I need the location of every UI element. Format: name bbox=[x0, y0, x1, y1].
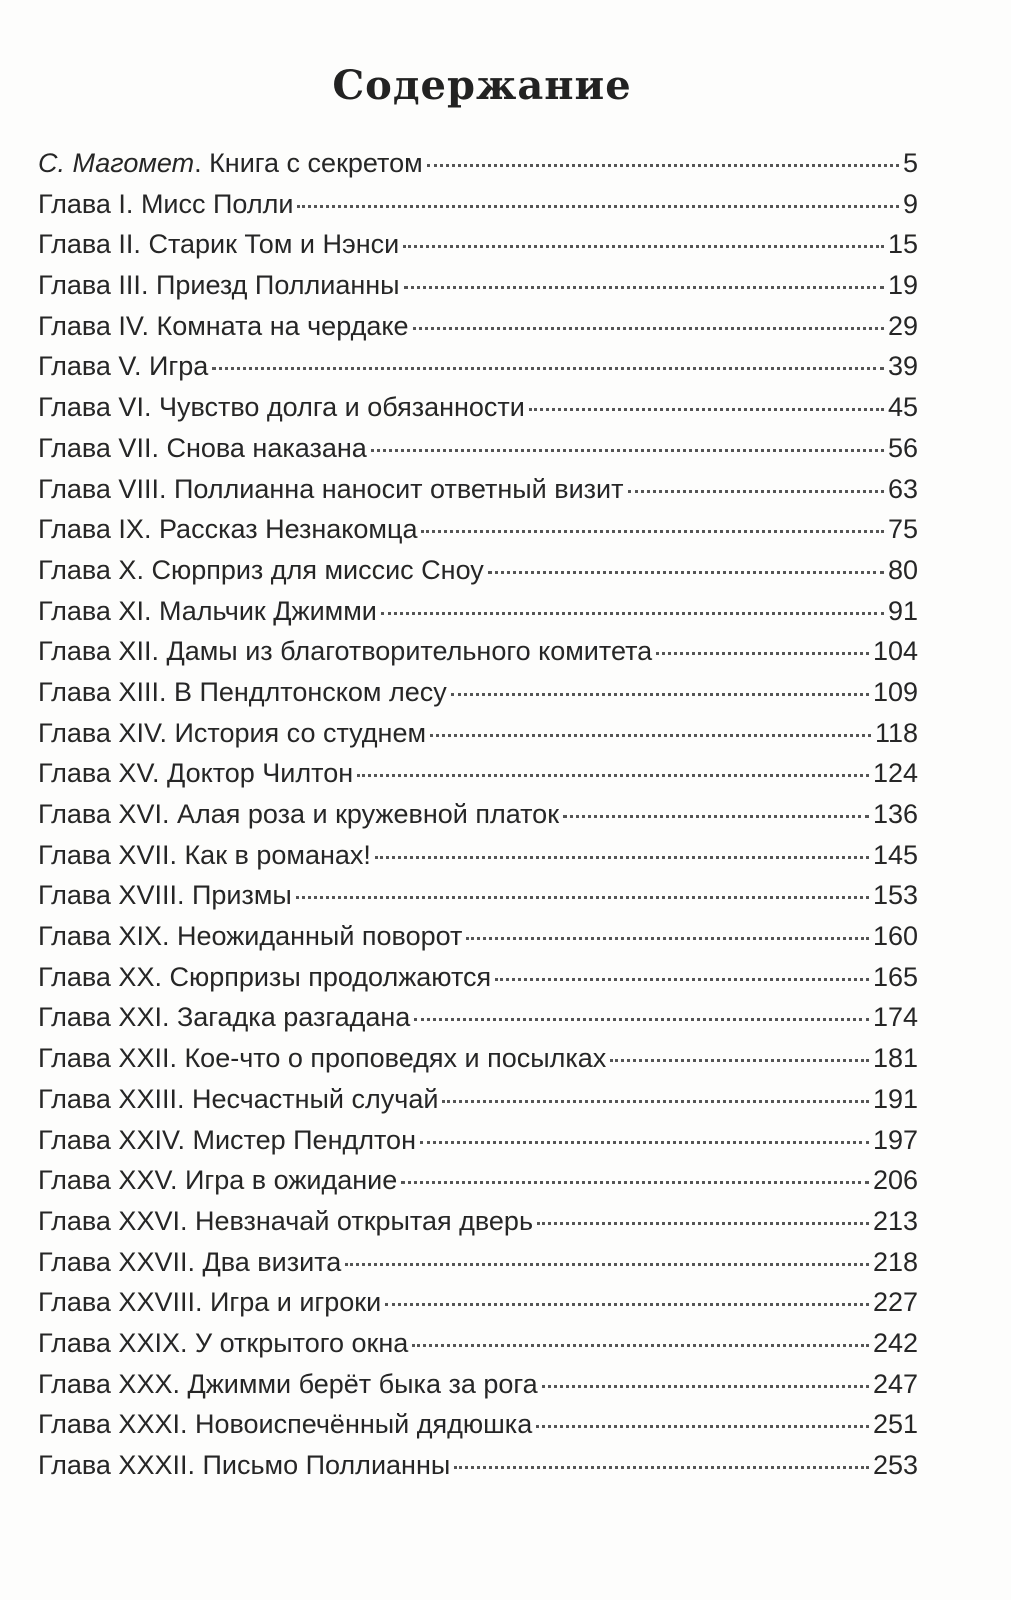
dot-leader bbox=[296, 896, 869, 899]
toc-entry bbox=[38, 428, 918, 469]
toc-entry bbox=[38, 753, 918, 794]
dot-leader bbox=[529, 408, 884, 411]
toc-entry bbox=[38, 306, 918, 347]
toc-entry-page: 15 bbox=[887, 229, 918, 260]
dot-leader bbox=[413, 327, 884, 330]
toc-entry-title: Глава VII. Снова наказана bbox=[38, 432, 367, 463]
dot-leader bbox=[537, 1222, 869, 1225]
toc-entry bbox=[38, 916, 918, 957]
toc-entry bbox=[38, 387, 918, 428]
toc-entry bbox=[38, 1120, 918, 1161]
toc-entry bbox=[38, 794, 918, 835]
toc-entry bbox=[38, 550, 918, 591]
toc-entry-title: Глава XXII. Кое-что о проповедях и посылках bbox=[38, 1043, 607, 1074]
toc-entry-page: 251 bbox=[872, 1409, 918, 1440]
toc-entry-page: 91 bbox=[887, 595, 918, 626]
toc-entry bbox=[38, 1079, 918, 1120]
dot-leader bbox=[357, 774, 869, 777]
toc-entry-title: Глава IX. Рассказ Незнакомца bbox=[38, 514, 418, 545]
toc-entry-title: Глава XVIII. Призмы bbox=[38, 880, 292, 911]
toc-entry bbox=[38, 1242, 918, 1283]
toc-entry-page: 227 bbox=[872, 1287, 918, 1318]
dot-leader bbox=[542, 1385, 869, 1388]
toc-entry-page: 9 bbox=[902, 188, 918, 219]
toc-entry-page: 165 bbox=[872, 961, 918, 992]
toc-entry-title: Глава III. Приезд Поллианны bbox=[38, 270, 400, 301]
toc-entry-page: 153 bbox=[872, 880, 918, 911]
dot-leader bbox=[563, 815, 869, 818]
toc-entry bbox=[38, 1282, 918, 1323]
dot-leader bbox=[442, 1100, 868, 1103]
toc-entry-title: Глава IV. Комната на чердаке bbox=[38, 310, 409, 341]
toc-entry-title: Глава XIII. В Пендлтонском лесу bbox=[38, 676, 447, 707]
dot-leader bbox=[430, 734, 871, 737]
toc-entry bbox=[38, 631, 918, 672]
toc-entry-title: Глава XIX. Неожиданный поворот bbox=[38, 921, 463, 952]
toc-entry-page: 45 bbox=[887, 392, 918, 423]
toc-entry-page: 206 bbox=[872, 1165, 918, 1196]
toc-entry bbox=[38, 997, 918, 1038]
toc-entry-page: 242 bbox=[872, 1327, 918, 1358]
toc-entry bbox=[38, 713, 918, 754]
toc-entry-title: Глава XII. Дамы из благотворительного комитета bbox=[38, 636, 653, 667]
toc-entry-page: 118 bbox=[874, 717, 918, 748]
dot-leader bbox=[488, 571, 884, 574]
dot-leader bbox=[495, 978, 869, 981]
toc-entry-title: Глава V. Игра bbox=[38, 351, 209, 382]
page-title: Содержание bbox=[332, 62, 632, 109]
toc-entry bbox=[38, 672, 918, 713]
toc-entry-title: Глава XXVII. Два визита bbox=[38, 1246, 342, 1277]
dot-leader bbox=[466, 937, 869, 940]
toc-entry-page: 75 bbox=[887, 514, 918, 545]
toc-entry-page: 197 bbox=[872, 1124, 918, 1155]
toc-entry-author: С. Магомет bbox=[38, 148, 195, 178]
toc-entry-page: 136 bbox=[872, 799, 918, 829]
toc-entry-title: Глава II. Старик Том и Нэнси bbox=[38, 229, 400, 260]
toc-entry-page: 124 bbox=[872, 758, 918, 789]
toc-entry-page: 104 bbox=[872, 636, 918, 667]
toc-entry-page: 181 bbox=[872, 1043, 918, 1074]
toc-entry-page: 5 bbox=[902, 148, 918, 178]
toc-entry bbox=[38, 1445, 918, 1486]
toc-entry bbox=[38, 957, 918, 998]
toc-entry bbox=[38, 184, 918, 225]
toc-entry-page: 63 bbox=[887, 473, 918, 504]
toc-entry-page: 56 bbox=[887, 432, 918, 463]
dot-leader bbox=[403, 245, 884, 248]
toc-entry-page: 145 bbox=[872, 839, 918, 870]
toc-entry-title: Глава XXVI. Невзначай открытая дверь bbox=[38, 1205, 534, 1236]
dot-leader bbox=[420, 1141, 869, 1144]
toc-entry-title: Глава XXV. Игра в ожидание bbox=[38, 1165, 398, 1196]
toc-entry-intro bbox=[38, 143, 918, 184]
toc-entry-title: Глава XXIX. У открытого окна bbox=[38, 1327, 409, 1358]
toc-entry-title: Глава XX. Сюрпризы продолжаются bbox=[38, 961, 492, 992]
toc-entry-page: 29 bbox=[887, 310, 918, 341]
dot-leader bbox=[371, 449, 884, 452]
toc-entry-title: Глава XV. Доктор Чилтон bbox=[38, 758, 354, 789]
toc-entry bbox=[38, 1038, 918, 1079]
toc-entry-title: Глава VI. Чувство долга и обязанности bbox=[38, 392, 525, 423]
dot-leader bbox=[454, 1466, 869, 1469]
table-of-contents bbox=[38, 143, 918, 1486]
toc-entry-title: Глава XXXI. Новоиспечённый дядюшка bbox=[38, 1409, 533, 1440]
toc-entry-title: Глава XVI. Алая роза и кружевной платок bbox=[38, 799, 560, 829]
toc-entry-page: 247 bbox=[872, 1368, 918, 1399]
toc-entry-page: 160 bbox=[872, 921, 918, 952]
dot-leader bbox=[414, 1018, 869, 1021]
toc-entry-title: Глава XVII. Как в романах! bbox=[38, 839, 371, 870]
dot-leader bbox=[375, 856, 869, 859]
toc-entry-title bbox=[38, 143, 423, 184]
toc-entry bbox=[38, 835, 918, 876]
dot-leader bbox=[427, 164, 899, 167]
toc-entry-title: Глава X. Сюрприз для миссис Сноу bbox=[38, 554, 484, 585]
toc-entry-page: 19 bbox=[887, 270, 918, 301]
toc-entry-page: 39 bbox=[887, 351, 918, 382]
toc-entry bbox=[38, 509, 918, 550]
dot-leader bbox=[297, 205, 899, 208]
toc-entry-page: 213 bbox=[872, 1205, 918, 1236]
toc-entry bbox=[38, 875, 918, 916]
toc-entry bbox=[38, 1160, 918, 1201]
dot-leader bbox=[404, 286, 884, 289]
dot-leader bbox=[381, 612, 884, 615]
toc-entry-title: Глава XXI. Загадка разгадана bbox=[38, 1002, 411, 1033]
dot-leader bbox=[536, 1425, 869, 1428]
toc-entry-title: Глава XXXII. Письмо Поллианны bbox=[38, 1450, 451, 1480]
toc-entry-page: 174 bbox=[872, 1002, 918, 1033]
toc-entry-page: 218 bbox=[872, 1246, 918, 1277]
dot-leader bbox=[345, 1263, 869, 1266]
toc-entry-title: Глава XI. Мальчик Джимми bbox=[38, 595, 377, 626]
dot-leader bbox=[628, 490, 884, 493]
toc-entry bbox=[38, 224, 918, 265]
toc-entry bbox=[38, 1323, 918, 1364]
dot-leader bbox=[451, 693, 869, 696]
toc-entry bbox=[38, 591, 918, 632]
toc-entry-title: Глава XXIV. Мистер Пендлтон bbox=[38, 1124, 416, 1155]
dot-leader bbox=[610, 1059, 869, 1062]
toc-entry-title: Глава XIV. История со студнем bbox=[38, 717, 427, 748]
toc-entry bbox=[38, 1201, 918, 1242]
toc-entry-title-text: . Книга с секретом bbox=[194, 148, 423, 178]
toc-entry-page: 253 bbox=[872, 1450, 918, 1480]
toc-entry bbox=[38, 1364, 918, 1405]
toc-entry bbox=[38, 346, 918, 387]
toc-entry-title: Глава VIII. Поллианна наносит ответный визит bbox=[38, 473, 624, 504]
toc-entry bbox=[38, 1404, 918, 1445]
toc-entry-title: Глава XXX. Джимми берёт быка за рога bbox=[38, 1368, 538, 1399]
toc-entry-page: 109 bbox=[872, 676, 918, 707]
dot-leader bbox=[212, 367, 884, 370]
dot-leader bbox=[656, 652, 869, 655]
toc-entry-title: Глава XXIII. Несчастный случай bbox=[38, 1083, 439, 1114]
toc-entry-title: Глава XXVIII. Игра и игроки bbox=[38, 1287, 382, 1318]
dot-leader bbox=[385, 1303, 869, 1306]
toc-entry-page: 191 bbox=[872, 1083, 918, 1114]
toc-entry bbox=[38, 469, 918, 510]
toc-entry bbox=[38, 265, 918, 306]
dot-leader bbox=[421, 530, 883, 533]
dot-leader bbox=[412, 1344, 869, 1347]
toc-entry-title: Глава I. Мисс Полли bbox=[38, 188, 294, 219]
toc-entry-page: 80 bbox=[887, 554, 918, 585]
dot-leader bbox=[401, 1181, 869, 1184]
